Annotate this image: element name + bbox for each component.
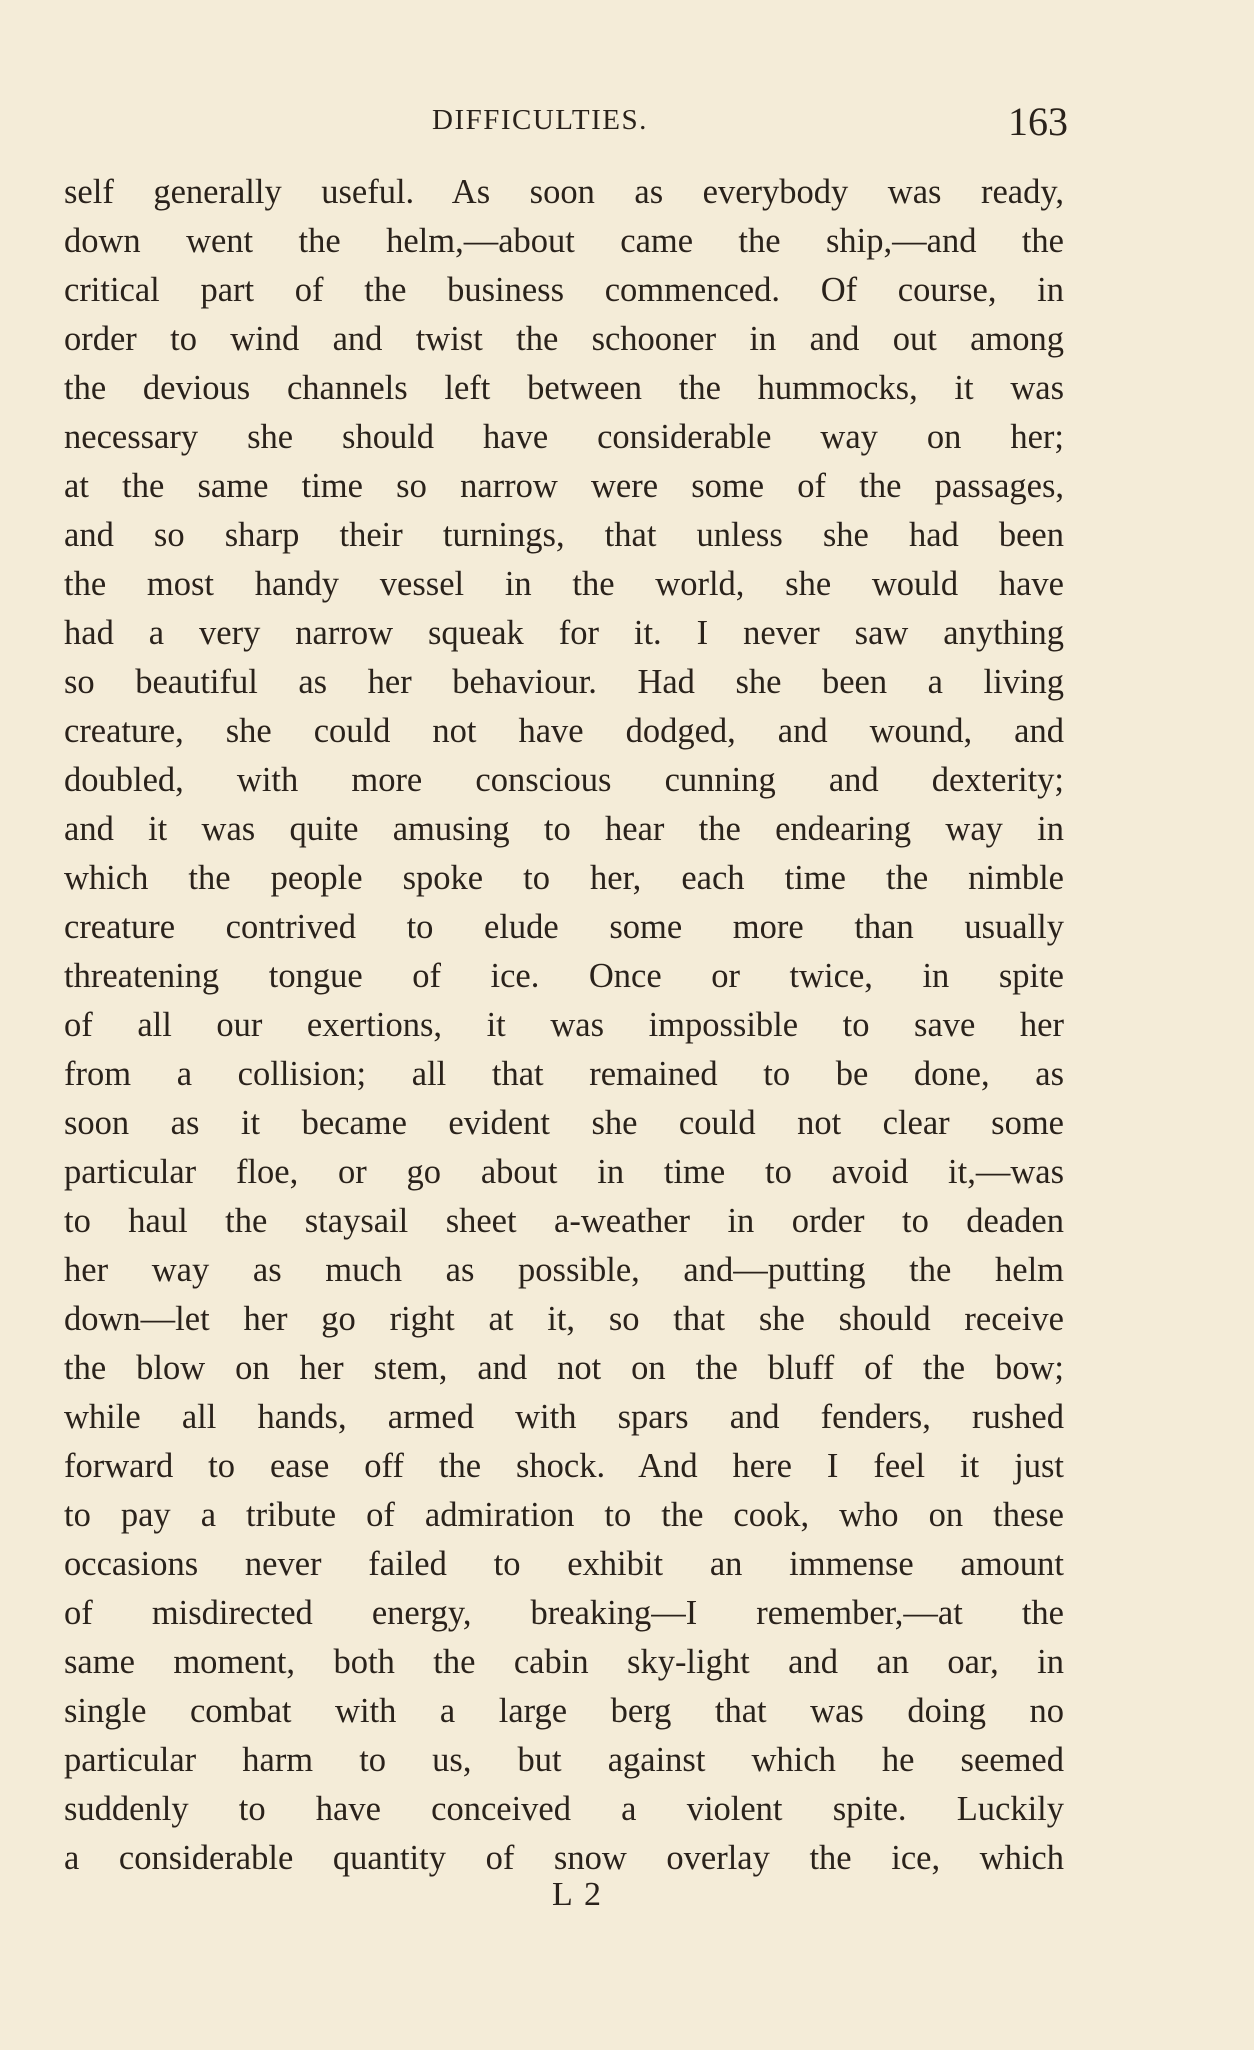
text-line: so beautiful as her behaviour. Had she been a living xyxy=(64,663,1064,701)
text-line: to pay a tribute of admiration to the cook, who on these xyxy=(64,1496,1064,1534)
text-line: same moment, both the cabin sky-light and an oar, in xyxy=(64,1643,1064,1681)
text-line: and it was quite amusing to hear the endearing way in xyxy=(64,810,1064,848)
text-line: down—let her go right at it, so that she should receive xyxy=(64,1300,1064,1338)
text-line: necessary she should have considerable way on her; xyxy=(64,418,1064,456)
text-line: single combat with a large berg that was doing no xyxy=(64,1692,1064,1730)
text-line: particular floe, or go about in time to avoid it,—was xyxy=(64,1153,1064,1191)
text-line: creature, she could not have dodged, and wound, and xyxy=(64,712,1064,750)
text-line: had a very narrow squeak for it. I never saw anything xyxy=(64,614,1064,652)
text-line: of all our exertions, it was impossible to save her xyxy=(64,1006,1064,1044)
running-title: DIFFICULTIES. xyxy=(432,104,648,136)
text-line: which the people spoke to her, each time the nimble xyxy=(64,859,1064,897)
text-line: forward to ease off the shock. And here I feel it just xyxy=(64,1447,1064,1485)
text-line: critical part of the business commenced. Of course, in xyxy=(64,271,1064,309)
text-line: at the same time so narrow were some of the passages, xyxy=(64,467,1064,505)
text-line: suddenly to have conceived a violent spite. Luckily xyxy=(64,1790,1064,1828)
text-line: the most handy vessel in the world, she would have xyxy=(64,565,1064,603)
text-line: doubled, with more conscious cunning and dexterity; xyxy=(64,761,1064,799)
text-line: from a collision; all that remained to be done, as xyxy=(64,1055,1064,1093)
signature-mark: L 2 xyxy=(552,1876,604,1913)
text-line: threatening tongue of ice. Once or twice, in spite xyxy=(64,957,1064,995)
text-line: the blow on her stem, and not on the bluff of the bow; xyxy=(64,1349,1064,1387)
running-head xyxy=(64,98,1068,148)
text-line: soon as it became evident she could not clear some xyxy=(64,1104,1064,1142)
text-line: order to wind and twist the schooner in and out among xyxy=(64,320,1064,358)
text-line: creature contrived to elude some more than usually xyxy=(64,908,1064,946)
text-line: and so sharp their turnings, that unless she had been xyxy=(64,516,1064,554)
text-line: self generally useful. As soon as everybody was ready, xyxy=(64,173,1064,211)
text-line: occasions never failed to exhibit an immense amount xyxy=(64,1545,1064,1583)
text-line: the devious channels left between the hummocks, it was xyxy=(64,369,1064,407)
text-line: to haul the staysail sheet a-weather in order to deaden xyxy=(64,1202,1064,1240)
page-number: 163 xyxy=(1008,99,1068,144)
text-line: down went the helm,—about came the ship,—and the xyxy=(64,222,1064,260)
text-line: of misdirected energy, breaking—I remember,—at the xyxy=(64,1594,1064,1632)
text-line: while all hands, armed with spars and fenders, rushed xyxy=(64,1398,1064,1436)
text-line: a considerable quantity of snow overlay the ice, which xyxy=(64,1839,1064,1877)
text-line: particular harm to us, but against which he seemed xyxy=(64,1741,1064,1779)
text-line: her way as much as possible, and—putting the helm xyxy=(64,1251,1064,1289)
body-text xyxy=(64,168,1064,1883)
